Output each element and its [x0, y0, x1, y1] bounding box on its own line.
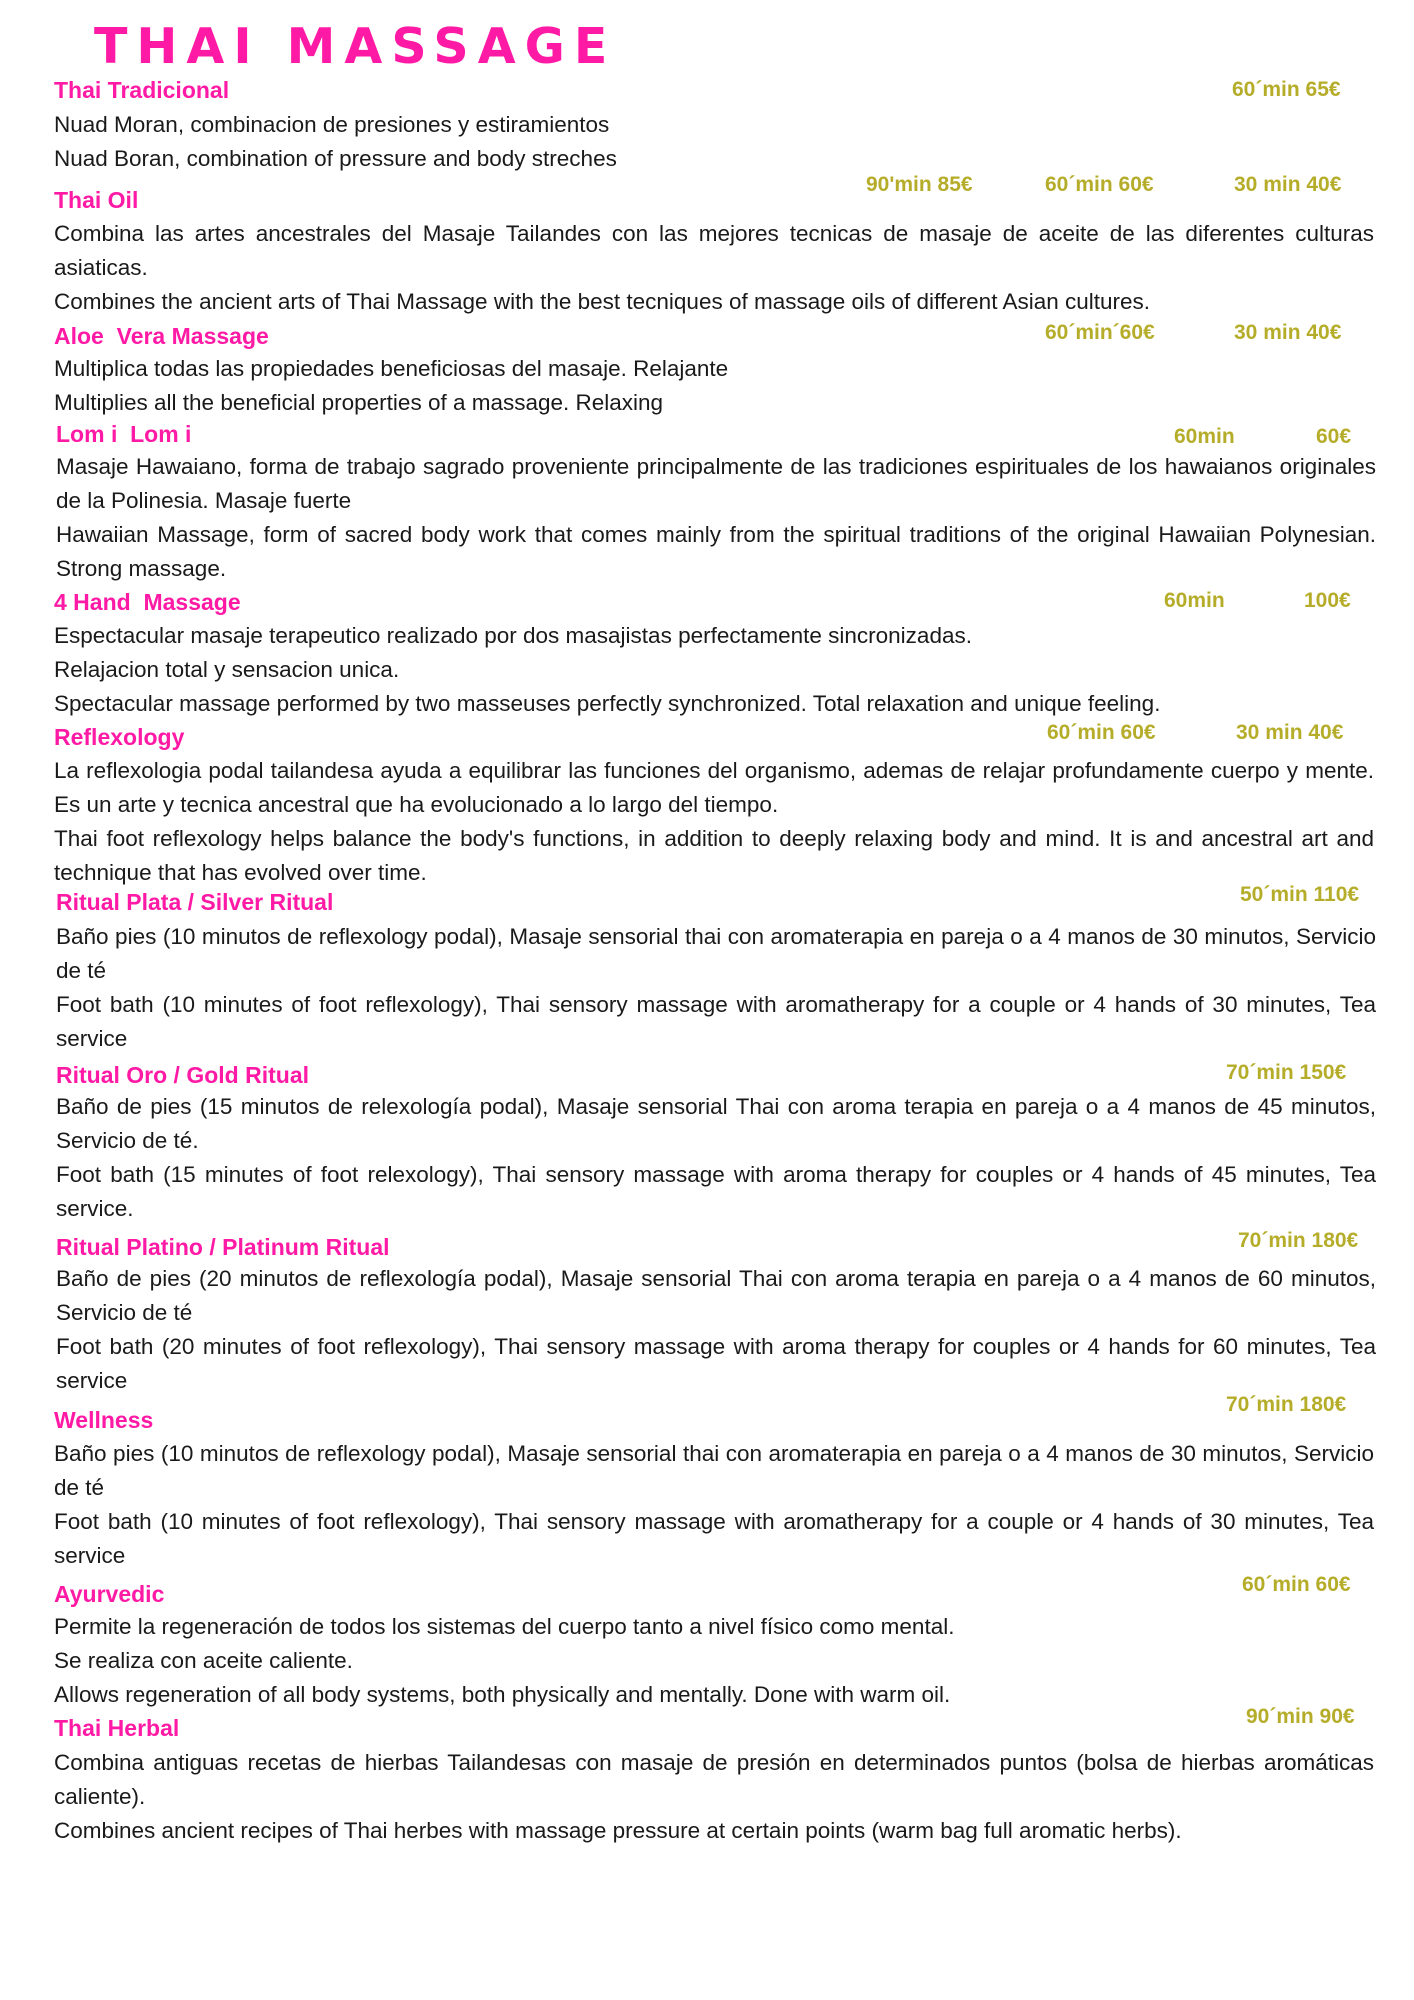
body-line: Foot bath (10 minutes of foot reflexology), Thai sensory massage with aromatherapy for a couple or 4 hands of 30 minutes, Tea service	[54, 1509, 1374, 1568]
section-title-platinum-ritual: Ritual Platino / Platinum Ritual	[56, 1234, 390, 1260]
price-4-hand-amount: 100€	[1304, 589, 1351, 612]
body-line: Multiplies all the beneficial properties of a massage. Relaxing	[54, 390, 664, 415]
section-body-platinum-ritual	[56, 1262, 1376, 1398]
section-body-ayurvedic	[54, 1610, 1374, 1712]
section-title-thai-herbal: Thai Herbal	[54, 1715, 180, 1741]
section-body-wellness	[54, 1437, 1374, 1573]
body-line: Spectacular massage performed by two masseuses perfectly synchronized. Total relaxation and unique feeling.	[54, 691, 1161, 716]
body-line: Combina antiguas recetas de hierbas Tailandesas con masaje de presión en determinados puntos (bolsa de hierbas aromáticas caliente).	[54, 1750, 1374, 1809]
body-line: Combines the ancient arts of Thai Massage with the best tecniques of massage oils of different Asian cultures.	[54, 289, 1151, 314]
section-title-lomi-lomi: Lom i Lom i	[56, 421, 192, 447]
section-body-silver-ritual	[56, 920, 1376, 1056]
price-4-hand-duration: 60min	[1164, 589, 1225, 612]
section-title-wellness: Wellness	[54, 1407, 154, 1433]
price-wellness: 70´min 180€	[1226, 1393, 1347, 1416]
body-line: Baño pies (10 minutos de reflexology podal), Masaje sensorial thai con aromaterapia en pareja o a 4 manos de 30 minutos, Servicio de té	[56, 924, 1376, 983]
section-body-aloe-vera	[54, 352, 1374, 420]
price-lomi-duration: 60min	[1174, 425, 1235, 448]
section-body-lomi-lomi	[56, 450, 1376, 586]
section-title-gold-ritual: Ritual Oro / Gold Ritual	[56, 1062, 309, 1088]
price-reflexology-30: 30 min 40€	[1236, 721, 1344, 744]
price-silver-ritual: 50´min 110€	[1240, 883, 1360, 906]
body-line: Foot bath (15 minutes of foot relexology), Thai sensory massage with aroma therapy for couples or 4 hands of 45 minutes, Tea service.	[56, 1162, 1376, 1221]
body-line: Masaje Hawaiano, forma de trabajo sagrado proveniente principalmente de las tradiciones espirituales de los hawaianos originales de la Polinesia. Masaje fuerte	[56, 454, 1376, 513]
price-thai-oil-90: 90'min 85€	[866, 173, 973, 196]
body-line: Se realiza con aceite caliente.	[54, 1648, 353, 1673]
body-line: Combina las artes ancestrales del Masaje Tailandes con las mejores tecnicas de masaje de aceite de las diferentes culturas asiaticas.	[54, 221, 1374, 280]
section-body-thai-tradicional	[54, 108, 1374, 176]
body-line: Espectacular masaje terapeutico realizado por dos masajistas perfectamente sincronizadas.	[54, 623, 972, 648]
section-title-aloe-vera: Aloe Vera Massage	[54, 323, 269, 349]
price-platinum-ritual: 70´min 180€	[1238, 1229, 1359, 1252]
body-line: Thai foot reflexology helps balance the body's functions, in addition to deeply relaxing body and mind. It is and ancestral art and technique that has evolved over time.	[54, 826, 1374, 885]
body-line: Permite la regeneración de todos los sistemas del cuerpo tanto a nivel físico como mental.	[54, 1614, 955, 1639]
price-aloe-vera-60: 60´min´60€	[1045, 321, 1155, 344]
section-title-silver-ritual: Ritual Plata / Silver Ritual	[56, 889, 334, 915]
price-thai-herbal: 90´min 90€	[1246, 1705, 1355, 1728]
body-line: Relajacion total y sensacion unica.	[54, 657, 400, 682]
body-line: Allows regeneration of all body systems, both physically and mentally. Done with warm oil.	[54, 1682, 951, 1707]
section-body-thai-oil	[54, 217, 1374, 319]
section-body-gold-ritual	[56, 1090, 1376, 1226]
price-aloe-vera-30: 30 min 40€	[1234, 321, 1342, 344]
price-gold-ritual: 70´min 150€	[1226, 1061, 1347, 1084]
price-thai-tradicional: 60´min 65€	[1232, 78, 1341, 101]
body-line: Combines ancient recipes of Thai herbes with massage pressure at certain points (warm bag full aromatic herbs).	[54, 1818, 1182, 1843]
body-line: Hawaiian Massage, form of sacred body work that comes mainly from the spiritual traditions of the original Hawaiian Polynesian. Strong massage.	[56, 522, 1376, 581]
body-line: Baño pies (10 minutos de reflexology podal), Masaje sensorial thai con aromaterapia en pareja o a 4 manos de 30 minutos, Servicio de té	[54, 1441, 1374, 1500]
body-line: Baño de pies (20 minutos de reflexología podal), Masaje sensorial Thai con aroma terapia en pareja o a 4 manos de 60 minutos, Servicio de té	[56, 1266, 1376, 1325]
body-line: Nuad Boran, combination of pressure and body streches	[54, 146, 617, 171]
section-title-thai-oil: Thai Oil	[54, 187, 139, 213]
section-body-thai-herbal	[54, 1746, 1374, 1848]
body-line: La reflexologia podal tailandesa ayuda a equilibrar las funciones del organismo, ademas de relajar profundamente cuerpo y mente. Es un arte y tecnica ancestral que ha evolucionado a lo largo del tiempo.	[54, 758, 1374, 817]
section-title-ayurvedic: Ayurvedic	[54, 1581, 165, 1607]
body-line: Multiplica todas las propiedades beneficiosas del masaje. Relajante	[54, 356, 729, 381]
section-title-thai-tradicional: Thai Tradicional	[54, 77, 230, 103]
body-line: Nuad Moran, combinacion de presiones y estiramientos	[54, 112, 610, 137]
body-line: Foot bath (20 minutes of foot reflexology), Thai sensory massage with aroma therapy for couples or 4 hands for 60 minutes, Tea service	[56, 1334, 1376, 1393]
section-body-reflexology	[54, 754, 1374, 890]
section-title-reflexology: Reflexology	[54, 724, 185, 750]
body-line: Baño de pies (15 minutos de relexología podal), Masaje sensorial Thai con aroma terapia en pareja o a 4 manos de 45 minutos, Servicio de té.	[56, 1094, 1376, 1153]
price-ayurvedic: 60´min 60€	[1242, 1573, 1351, 1596]
price-lomi-amount: 60€	[1316, 425, 1352, 448]
price-thai-oil-30: 30 min 40€	[1234, 173, 1342, 196]
page-title: THAI MASSAGE	[94, 18, 617, 75]
price-thai-oil-60: 60´min 60€	[1045, 173, 1154, 196]
section-body-4-hand	[54, 619, 1374, 721]
section-title-4-hand: 4 Hand Massage	[54, 589, 241, 615]
price-reflexology-60: 60´min 60€	[1047, 721, 1156, 744]
body-line: Foot bath (10 minutes of foot reflexology), Thai sensory massage with aromatherapy for a couple or 4 hands of 30 minutes, Tea service	[56, 992, 1376, 1051]
